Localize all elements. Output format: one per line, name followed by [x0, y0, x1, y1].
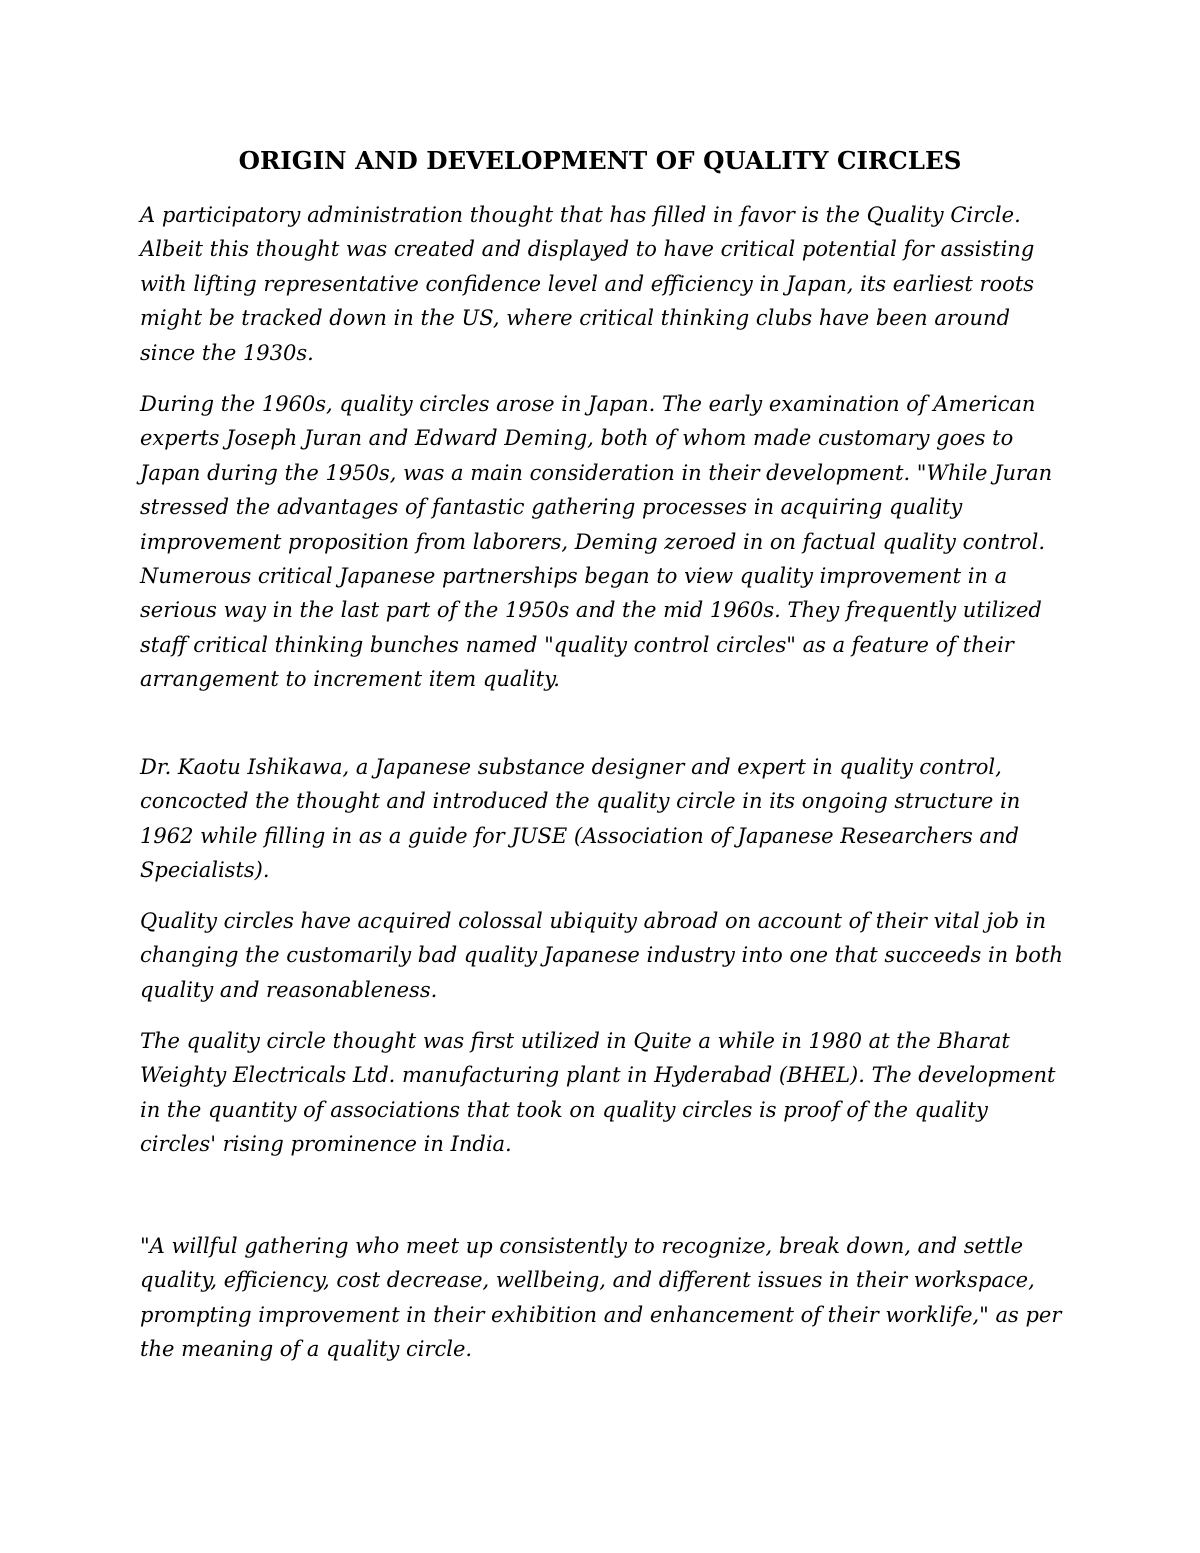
paragraph-india: The quality circle thought was first utilized in Quite a while in 1980 at the Bharat Weighty Electricals Ltd. manufacturing plant in Hyderabad (BHEL). The development in the quantity of associations that took on quality circles is proof of the quality circles' rising prominence in India.: [140, 1029, 1056, 1157]
paragraph-popularity: Quality circles have acquired colossal ubiquity abroad on account of their vital job in changing the customarily bad quality Japanese industry into one that succeeds in both quality and reasonableness.: [140, 909, 1063, 1002]
paragraph-definition-quote: "A willful gathering who meet up consistently to recognize, break down, and settle quality, efficiency, cost decrease, wellbeing, and different issues in their workspace, prompting improvement in their exhibition and enhancement of their worklife," as per the meaning of a quality circle.: [140, 1234, 1062, 1362]
page-title: ORIGIN AND DEVELOPMENT OF QUALITY CIRCLES: [238, 146, 962, 175]
paragraph-1960s-japan: During the 1960s, quality circles arose in Japan. The early examination of American experts Joseph Juran and Edward Deming, both of whom made customary goes to Japan during the 1950s, was a main consideration in their development. "While Juran stressed the advantages of fantastic gathering processes in acquiring quality improvement proposition from laborers, Deming zeroed in on factual quality control. Numerous critical Japanese partnerships began to view quality improvement in a serious way in the last part of the 1950s and the mid 1960s. They frequently utilized staff critical thinking bunches named "quality control circles" as a feature of their arrangement to increment item quality.: [140, 392, 1053, 692]
paragraph-ishikawa: Dr. Kaotu Ishikawa, a Japanese substance designer and expert in quality control, concocted the thought and introduced the quality circle in its ongoing structure in 1962 while filling in as a guide for JUSE (Association of Japanese Researchers and Specialists).: [140, 755, 1021, 883]
paragraph-intro: A participatory administration thought that has filled in favor is the Quality Circle. Albeit this thought was created and displayed to have critical potential for assisting with lifting representative confidence level and efficiency in Japan, its earliest roots might be tracked down in the US, where critical thinking clubs have been around since the 1930s.: [140, 203, 1035, 365]
